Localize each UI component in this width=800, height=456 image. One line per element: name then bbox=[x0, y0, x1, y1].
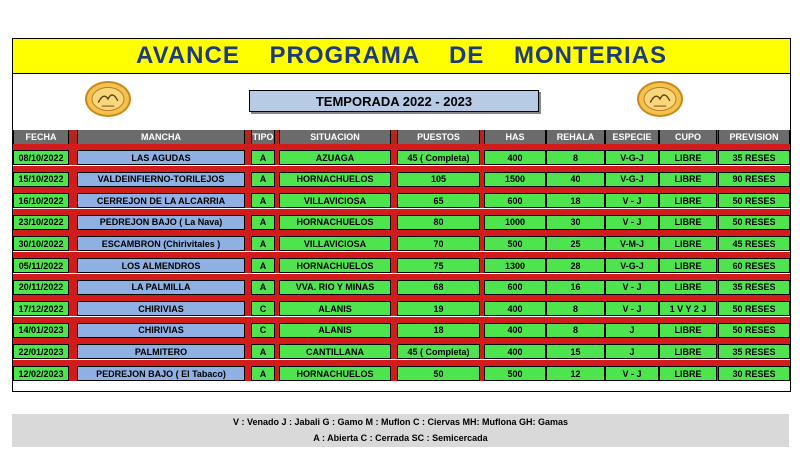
cell-situacion: VVA. RIO Y MINAS bbox=[279, 280, 391, 295]
cell-situacion: VILLAVICIOSA bbox=[279, 193, 391, 208]
column-header-prevision: PREVISION bbox=[718, 130, 790, 144]
cell-rehala: 25 bbox=[546, 236, 605, 251]
table-row bbox=[13, 150, 790, 165]
cell-puestos: 45 ( Completa) bbox=[397, 150, 480, 165]
column-header-cupo: CUPO bbox=[659, 130, 717, 144]
cell-rehala: 8 bbox=[546, 150, 605, 165]
cell-fecha: 30/10/2022 bbox=[13, 236, 69, 251]
table-row bbox=[13, 344, 790, 359]
cell-puestos: 50 bbox=[397, 366, 480, 381]
cell-prevision: 50 RESES bbox=[718, 323, 790, 338]
cell-prevision: 35 RESES bbox=[718, 280, 790, 295]
table-row bbox=[13, 301, 790, 316]
cell-fecha: 20/11/2022 bbox=[13, 280, 69, 295]
cell-fecha: 12/02/2023 bbox=[13, 366, 69, 381]
cell-mancha: PEDREJON BAJO ( La Nava) bbox=[77, 215, 245, 230]
legend-species: V : Venado J : Jabali G : Gamo M : Muflon C : Ciervas MH: Muflona GH: Gamas bbox=[232, 417, 569, 427]
cell-prevision: 45 RESES bbox=[718, 236, 790, 251]
cell-situacion: VILLAVICIOSA bbox=[279, 236, 391, 251]
hunting-club-emblem-icon bbox=[637, 81, 683, 117]
cell-fecha: 08/10/2022 bbox=[13, 150, 69, 165]
cell-tipo: C bbox=[251, 301, 275, 316]
cell-cupo: LIBRE bbox=[659, 172, 717, 187]
cell-mancha: ESCAMBRON (Chirivitales ) bbox=[77, 236, 245, 251]
cell-cupo: LIBRE bbox=[659, 280, 717, 295]
cell-has: 600 bbox=[484, 280, 546, 295]
cell-situacion: HORNACHUELOS bbox=[279, 366, 391, 381]
cell-mancha: VALDEINFIERNO-TORILEJOS bbox=[77, 172, 245, 187]
cell-prevision: 50 RESES bbox=[718, 301, 790, 316]
cell-rehala: 8 bbox=[546, 323, 605, 338]
cell-rehala: 40 bbox=[546, 172, 605, 187]
cell-mancha: CHIRIVIAS bbox=[77, 301, 245, 316]
cell-especie: V - J bbox=[605, 366, 659, 381]
cell-puestos: 105 bbox=[397, 172, 480, 187]
cell-tipo: A bbox=[251, 344, 275, 359]
cell-situacion: HORNACHUELOS bbox=[279, 215, 391, 230]
cell-situacion: ALANIS bbox=[279, 323, 391, 338]
cell-has: 400 bbox=[484, 150, 546, 165]
table-row bbox=[13, 258, 790, 273]
cell-especie: V-G-J bbox=[605, 172, 659, 187]
cell-fecha: 23/10/2022 bbox=[13, 215, 69, 230]
cell-cupo: LIBRE bbox=[659, 366, 717, 381]
cell-puestos: 80 bbox=[397, 215, 480, 230]
cell-fecha: 17/12/2022 bbox=[13, 301, 69, 316]
cell-puestos: 68 bbox=[397, 280, 480, 295]
cell-prevision: 35 RESES bbox=[718, 150, 790, 165]
cell-prevision: 50 RESES bbox=[718, 215, 790, 230]
cell-rehala: 12 bbox=[546, 366, 605, 381]
cell-tipo: C bbox=[251, 323, 275, 338]
cell-tipo: A bbox=[251, 215, 275, 230]
column-header-mancha: MANCHA bbox=[77, 130, 245, 144]
cell-tipo: A bbox=[251, 366, 275, 381]
table-row bbox=[13, 280, 790, 295]
cell-puestos: 19 bbox=[397, 301, 480, 316]
cell-prevision: 50 RESES bbox=[718, 193, 790, 208]
page-title: AVANCE PROGRAMA DE MONTERIAS bbox=[136, 42, 667, 69]
column-header-tipo: TIPO bbox=[252, 132, 274, 142]
cell-rehala: 18 bbox=[546, 193, 605, 208]
cell-puestos: 65 bbox=[397, 193, 480, 208]
cell-cupo: 1 V Y 2 J bbox=[659, 301, 717, 316]
cell-tipo: A bbox=[251, 280, 275, 295]
cell-has: 400 bbox=[484, 323, 546, 338]
cell-especie: V - J bbox=[605, 301, 659, 316]
cell-rehala: 16 bbox=[546, 280, 605, 295]
cell-tipo: A bbox=[251, 258, 275, 273]
cell-has: 500 bbox=[484, 236, 546, 251]
cell-fecha: 22/01/2023 bbox=[13, 344, 69, 359]
cell-situacion: CANTILLANA bbox=[279, 344, 391, 359]
cell-cupo: LIBRE bbox=[659, 236, 717, 251]
table-row bbox=[13, 193, 790, 208]
cell-tipo: A bbox=[251, 193, 275, 208]
column-header-situacion: SITUACION bbox=[279, 130, 391, 144]
cell-has: 400 bbox=[484, 301, 546, 316]
cell-especie: V-M-J bbox=[605, 236, 659, 251]
cell-cupo: LIBRE bbox=[659, 193, 717, 208]
column-header-rehala: REHALA bbox=[546, 130, 605, 144]
table-row bbox=[13, 215, 790, 230]
hunting-club-emblem-icon bbox=[85, 81, 131, 117]
table-row bbox=[13, 366, 790, 381]
cell-mancha: LOS ALMENDROS bbox=[77, 258, 245, 273]
column-header-has: HAS bbox=[484, 130, 546, 144]
cell-especie: J bbox=[605, 323, 659, 338]
cell-tipo: A bbox=[251, 172, 275, 187]
cell-puestos: 18 bbox=[397, 323, 480, 338]
table-header bbox=[13, 130, 790, 144]
cell-fecha: 05/11/2022 bbox=[13, 258, 69, 273]
table-row bbox=[13, 323, 790, 338]
cell-has: 1300 bbox=[484, 258, 546, 273]
cell-mancha: CHIRIVIAS bbox=[77, 323, 245, 338]
cell-prevision: 30 RESES bbox=[718, 366, 790, 381]
cell-has: 600 bbox=[484, 193, 546, 208]
cell-cupo: LIBRE bbox=[659, 323, 717, 338]
cell-mancha: CERREJON DE LA ALCARRIA bbox=[77, 193, 245, 208]
cell-mancha: PALMITERO bbox=[77, 344, 245, 359]
cell-especie: V-G-J bbox=[605, 258, 659, 273]
cell-has: 400 bbox=[484, 344, 546, 359]
monterias-sheet bbox=[12, 38, 791, 392]
cell-has: 500 bbox=[484, 366, 546, 381]
cell-rehala: 30 bbox=[546, 215, 605, 230]
title-bar bbox=[13, 39, 790, 74]
cell-cupo: LIBRE bbox=[659, 150, 717, 165]
cell-cupo: LIBRE bbox=[659, 344, 717, 359]
cell-rehala: 15 bbox=[546, 344, 605, 359]
cell-mancha: PEDREJON BAJO ( El Tabaco) bbox=[77, 366, 245, 381]
cell-rehala: 28 bbox=[546, 258, 605, 273]
cell-puestos: 75 bbox=[397, 258, 480, 273]
cell-especie: V - J bbox=[605, 193, 659, 208]
cell-mancha: LAS AGUDAS bbox=[77, 150, 245, 165]
cell-cupo: LIBRE bbox=[659, 258, 717, 273]
cell-situacion: HORNACHUELOS bbox=[279, 172, 391, 187]
cell-mancha: LA PALMILLA bbox=[77, 280, 245, 295]
cell-tipo: A bbox=[251, 150, 275, 165]
legend-types: A : Abierta C : Cerrada SC : Semicercada bbox=[313, 433, 488, 443]
cell-situacion: ALANIS bbox=[279, 301, 391, 316]
cell-rehala: 8 bbox=[546, 301, 605, 316]
cell-especie: V-G-J bbox=[605, 150, 659, 165]
cell-fecha: 15/10/2022 bbox=[13, 172, 69, 187]
cell-has: 1000 bbox=[484, 215, 546, 230]
cell-especie: V - J bbox=[605, 215, 659, 230]
cell-prevision: 60 RESES bbox=[718, 258, 790, 273]
column-header-especie: ESPECIE bbox=[605, 130, 659, 144]
cell-especie: V - J bbox=[605, 280, 659, 295]
cell-fecha: 14/01/2023 bbox=[13, 323, 69, 338]
table-row bbox=[13, 172, 790, 187]
cell-puestos: 70 bbox=[397, 236, 480, 251]
cell-situacion: AZUAGA bbox=[279, 150, 391, 165]
cell-fecha: 16/10/2022 bbox=[13, 193, 69, 208]
cell-especie: J bbox=[605, 344, 659, 359]
cell-tipo: A bbox=[251, 236, 275, 251]
cell-has: 1500 bbox=[484, 172, 546, 187]
legend bbox=[12, 414, 789, 447]
column-header-fecha: FECHA bbox=[13, 130, 69, 144]
cell-puestos: 45 ( Completa) bbox=[397, 344, 480, 359]
season-label: TEMPORADA 2022 - 2023 bbox=[249, 90, 539, 112]
cell-situacion: HORNACHUELOS bbox=[279, 258, 391, 273]
cell-prevision: 90 RESES bbox=[718, 172, 790, 187]
column-header-puestos: PUESTOS bbox=[397, 130, 480, 144]
cell-cupo: LIBRE bbox=[659, 215, 717, 230]
cell-prevision: 35 RESES bbox=[718, 344, 790, 359]
table-row bbox=[13, 236, 790, 251]
